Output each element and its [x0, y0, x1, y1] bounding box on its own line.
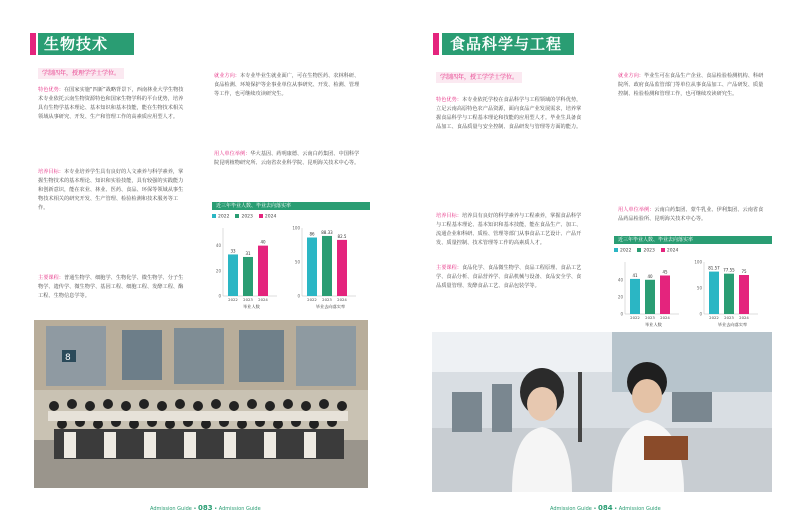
school-tag: 学制四年，授理学学士学位。: [38, 68, 188, 79]
x-axis-label: 毕业去向落实率: [315, 303, 346, 309]
y-tick-label: 20: [215, 267, 221, 273]
y-tick-label: 40: [215, 242, 221, 248]
lab-photo: [432, 332, 772, 492]
courses-block: [38, 274, 188, 301]
features-text: 在国家实施“四新”战略背景下，西南林业大学生物技术专业依托云南生物资源特色和国家生物学科的平台优势，培养具有生物学基本理论、基本知识和基本技能，能在生物技术相关领域从事研究、开发、生产和管理工作的高素质应用型人才。: [38, 87, 184, 120]
x-tick-label: 2023: [322, 296, 332, 302]
chart-right: [614, 236, 772, 332]
x-tick-label: 2023: [243, 296, 253, 302]
x-tick-label: 2022: [228, 296, 238, 302]
features-label: 特色优势：: [38, 87, 64, 93]
y-tick-label: 0: [218, 293, 221, 298]
x-tick-label: 2024: [739, 314, 749, 320]
goal-block: [436, 212, 586, 248]
x-tick-label: 2023: [645, 314, 655, 320]
x-tick-label: 2022: [307, 296, 317, 302]
data-label: 81.57: [708, 265, 720, 271]
data-label: 40: [647, 273, 653, 279]
y-tick-label: 50: [294, 259, 300, 264]
bar: [660, 275, 670, 314]
data-label: 45: [662, 268, 668, 274]
career-text: 毕业生可在食品生产企业、食品检验检测机构、科研院所、政府食品监管部门等单位从事食品加工、产品研发、质量控制、检验检测和管理工作，也可继续攻读研究生。: [618, 73, 764, 97]
y-tick-label: 0: [297, 293, 300, 298]
data-label: 88.33: [321, 229, 333, 235]
data-label: 31: [245, 250, 251, 256]
x-tick-label: 2024: [258, 296, 268, 302]
chart-title: 近三年毕业人数、毕业去向落实率: [614, 236, 772, 244]
employer-label: 用人单位举例：: [214, 151, 251, 157]
y-tick-label: 20: [617, 293, 623, 299]
footer-left: Admission Guide • 083 • Admission Guide: [150, 504, 261, 512]
chart-svg-right: [614, 254, 772, 330]
bar: [322, 235, 332, 295]
chart-left: [212, 202, 370, 314]
title-accent: [30, 33, 36, 55]
bar: [258, 245, 268, 295]
employer-block: [618, 206, 768, 224]
data-label: 41: [632, 272, 638, 278]
svg-text:8: 8: [65, 353, 71, 363]
data-label: 77.55: [723, 267, 735, 273]
goal-label: 培养目标：: [38, 169, 64, 175]
y-tick-label: 0: [699, 311, 702, 316]
bar: [724, 273, 734, 313]
page-title: 食品科学与工程: [442, 33, 574, 55]
career-label: 就业方向：: [214, 73, 240, 79]
goal-label: 培养目标：: [436, 213, 462, 219]
x-axis-label: 毕业人数: [243, 303, 260, 309]
career-text: 本专业毕业生就业面广，可在生物医药、农林科研、食品检测、环境保护等企事业单位从事研究、开发、检测、管理等工作，也可继续攻读研究生。: [214, 73, 360, 97]
bar: [709, 271, 719, 313]
data-label: 33: [230, 247, 236, 253]
bar: [243, 256, 253, 295]
courses-text: 食品化学、食品微生物学、食品工程原理、食品工艺学、食品分析、食品营养学、食品机械与设备、食品安全学、食品质量管理、发酵食品工艺、食品包装学等。: [436, 265, 582, 289]
features-label: 特色优势：: [436, 97, 462, 103]
legend-2023: 2023: [235, 214, 252, 220]
data-label: 82.5: [337, 233, 347, 239]
right-page: [400, 0, 800, 520]
courses-block: [436, 264, 586, 291]
title-accent: [433, 33, 439, 55]
bar: [337, 239, 347, 295]
x-tick-label: 2022: [709, 314, 719, 320]
goal-text: 本专业培养学生具有良好的人文素养与科学素养，掌握生物技术的基本理论、知识和实验技能，具有较强的实践能力和创新意识，能在农业、林业、医药、食品、环保等领域从事生物技术相关的研究开发、生产管理、检验检测和技术服务等工作。: [38, 169, 184, 211]
school-tag: 学制四年，授工学学士学位。: [436, 72, 586, 83]
footer-right: Admission Guide • 084 • Admission Guide: [550, 504, 661, 512]
legend-2023: 2023: [637, 248, 654, 254]
employer-text: 云南白药集团、蒙牛乳业、伊利集团、云南省食品药品检验所、昆明海关技术中心等。: [618, 207, 764, 222]
goal-block: [38, 168, 188, 213]
x-tick-label: 2024: [337, 296, 347, 302]
bar: [739, 275, 749, 314]
y-tick-label: 50: [696, 285, 702, 290]
goal-text: 培养具有良好的科学素养与工程素养，掌握食品科学与工程基本理论、基本知识和基本技能，能在食品生产、加工、流通企业和科研、质检、管理等部门从事食品工艺设计、产品开发、质量控制、技术管理等工作的高素质人才。: [436, 213, 582, 246]
features-text: 本专业依托学校在食品科学与工程领域的学科优势，立足云南高原特色农产品资源，面向食品产业发展需求，培养掌握食品科学与工程基本理论和技能的应用型人才。毕业生具备食品加工、食品质量与安全控制、食品研发与管理等方面的能力。: [436, 97, 582, 130]
legend-2024: 2024: [661, 248, 678, 254]
y-tick-label: 40: [617, 276, 623, 282]
employer-label: 用人单位举例：: [618, 207, 655, 213]
data-label: 86: [309, 231, 315, 237]
courses-label: 主要课程：: [38, 275, 64, 281]
chart-svg-left: [212, 220, 370, 312]
x-axis-label: 毕业去向落实率: [717, 321, 748, 327]
bar: [228, 254, 238, 296]
x-tick-label: 2022: [630, 314, 640, 320]
y-tick-label: 0: [620, 311, 623, 316]
x-axis-label: 毕业人数: [645, 321, 662, 327]
legend-2022: 2022: [212, 214, 229, 220]
employer-block: [214, 150, 364, 168]
x-tick-label: 2024: [660, 314, 670, 320]
y-tick-label: 100: [694, 259, 702, 264]
bar: [630, 278, 640, 313]
features-block: [436, 96, 586, 132]
courses-label: 主要课程：: [436, 265, 462, 271]
y-tick-label: 100: [292, 225, 300, 230]
data-label: 40: [260, 239, 266, 245]
page-title: 生物技术: [38, 33, 134, 55]
bar: [307, 237, 317, 295]
x-tick-label: 2023: [724, 314, 734, 320]
courses-text: 普通生物学、细胞学、生物化学、微生物学、分子生物学、遗传学、微生物学、基因工程、细胞工程、发酵工程、酶工程、生物信息学等。: [38, 275, 184, 299]
group-photo: [34, 320, 368, 488]
career-label: 就业方向：: [618, 73, 644, 79]
legend-2022: 2022: [614, 248, 631, 254]
employer-text: 华大基因、药明康德、云南白药集团、中国科学院昆明植物研究所、云南省农业科学院、昆明海关技术中心等。: [214, 151, 360, 166]
data-label: 75: [741, 268, 747, 274]
bar: [645, 279, 655, 313]
legend-2024: 2024: [259, 214, 276, 220]
career-block: [214, 72, 364, 99]
career-block: [618, 72, 768, 99]
features-block: [38, 86, 188, 122]
chart-title: 近三年毕业人数、毕业去向落实率: [212, 202, 370, 210]
